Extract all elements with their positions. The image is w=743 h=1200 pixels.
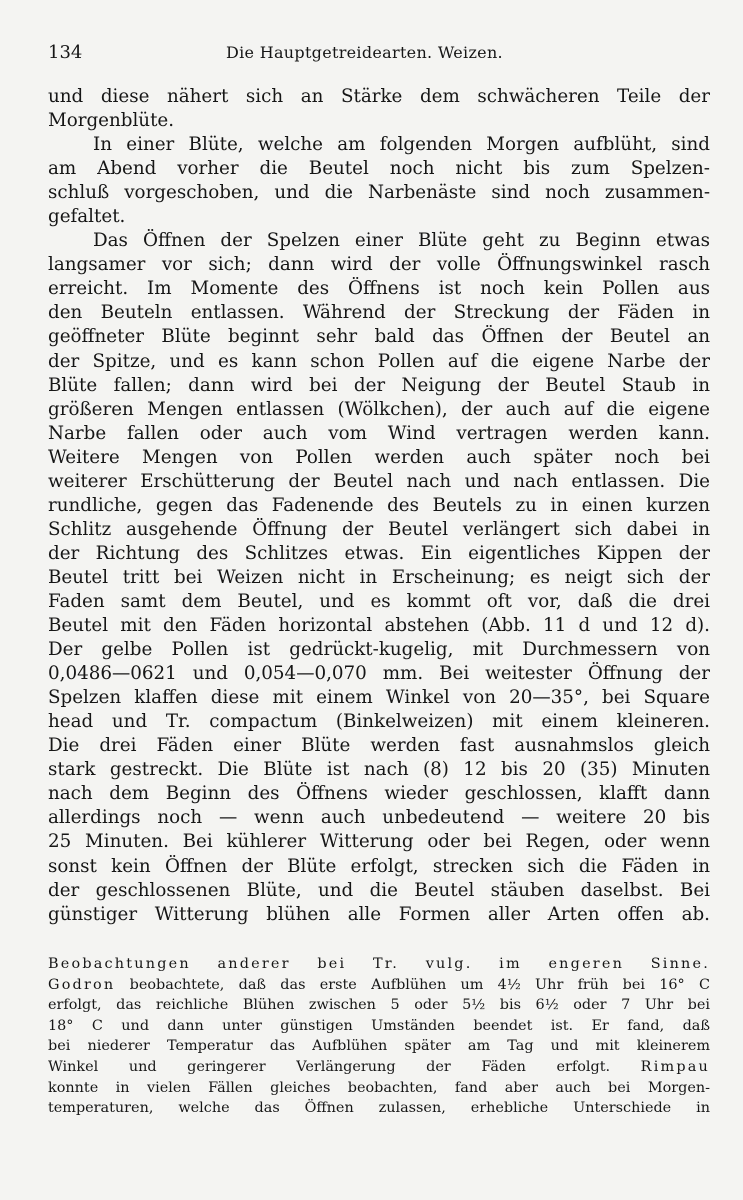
text-line: der Spitze, und es kann schon Pollen auf die eigene Narbe der: [48, 350, 710, 372]
text-line: Faden samt dem Beutel, und es kommt oft vor, daß die drei: [48, 590, 710, 612]
text-line: In einer Blüte, welche am folgenden Morgen aufblüht, sind: [93, 134, 710, 156]
text-line: geöffneter Blüte beginnt sehr bald das Öffnen der Beutel an: [48, 326, 710, 348]
text-line: den Beuteln entlassen. Während der Streckung der Fäden in: [48, 302, 710, 324]
text-line: Die drei Fäden einer Blüte werden fast ausnahmslos gleich: [48, 735, 710, 757]
text-line: Narbe fallen oder auch vom Wind vertragen werden kann.: [48, 422, 710, 444]
text-line: und diese nähert sich an Stärke dem schwächeren Teile der: [48, 86, 710, 107]
page-number: 134: [48, 42, 83, 63]
body-text: [48, 85, 710, 927]
footnote-line: temperaturen, welche das Öffnen zulassen, erhebliche Unterschiede in: [48, 1100, 710, 1117]
text-line: erreicht. Im Momente des Öffnens ist noch kein Pollen aus: [48, 278, 710, 300]
running-head: Die Hauptgetreidearten. Weizen.: [226, 43, 503, 62]
text-line: Beutel tritt bei Weizen nicht in Erscheinung; es neigt sich der: [48, 566, 710, 588]
text-line: Beutel mit den Fäden horizontal abstehen (Abb. 11 d und 12 d).: [48, 615, 710, 637]
text-line: head und Tr. compactum (Binkelweizen) mit einem kleineren.: [48, 711, 710, 733]
text-line: allerdings noch — wenn auch unbedeutend — weitere 20 bis: [48, 807, 710, 829]
text-line: weiterer Erschütterung der Beutel nach und nach entlassen. Die: [48, 470, 710, 492]
text-line: schluß vorgeschoben, und die Narbenäste sind noch zusammen-: [48, 182, 710, 204]
footnote-heading: Beobachtungen anderer bei Tr. vulg. im engeren Sinne.: [48, 956, 710, 972]
text-line: Das Öffnen der Spelzen einer Blüte geht zu Beginn etwas: [93, 230, 710, 252]
footnote: [48, 954, 710, 1119]
footnote-text: Winkel und geringerer Verlängerung der Fäden erfolgt.: [48, 1058, 611, 1075]
text-line: Spelzen klaffen diese mit einem Winkel von 20—35°, bei Square: [48, 687, 710, 709]
text-line: der geschlossenen Blüte, und die Beutel stäuben daselbst. Bei: [48, 879, 710, 901]
text-line: größeren Mengen entlassen (Wölkchen), der auch auf die eigene: [48, 398, 710, 420]
text-line: 0,0486—0621 und 0,054—0,070 mm. Bei weitester Öffnung der: [48, 663, 710, 685]
author-name: Rimpau: [640, 1058, 710, 1075]
footnote-line: erfolgt, das reichliche Blühen zwischen 5 oder 5½ bis 6½ oder 7 Uhr bei: [48, 997, 710, 1014]
text-line: stark gestreckt. Die Blüte ist nach (8) 12 bis 20 (35) Minuten: [48, 759, 710, 781]
footnote-line: [48, 1057, 710, 1078]
text-line: Morgenblüte.: [48, 110, 175, 132]
footnote-text: beobachtete, daß das erste Aufblühen um 4½ Uhr früh bei 16° C: [115, 976, 710, 993]
text-line: 25 Minuten. Bei kühlerer Witterung oder bei Regen, oder wenn: [48, 831, 710, 853]
text-line: am Abend vorher die Beutel noch nicht bis zum Spelzen-: [48, 158, 710, 180]
footnote-line: bei niederer Temperatur das Aufblühen später am Tag und mit kleinerem: [48, 1038, 710, 1055]
footnote-line: 18° C und dann unter günstigen Umständen beendet ist. Er fand, daß: [48, 1017, 710, 1034]
text-line: der Richtung des Schlitzes etwas. Ein eigentliches Kippen der: [48, 542, 710, 564]
footnote-line: konnte in vielen Fällen gleiches beobachten, fand aber auch bei Morgen-: [48, 1079, 710, 1096]
text-line: nach dem Beginn des Öffnens wieder geschlossen, klafft dann: [48, 783, 710, 805]
text-line: Der gelbe Pollen ist gedrückt-kugelig, mit Durchmessern von: [48, 639, 710, 661]
text-line: Weitere Mengen von Pollen werden auch später noch bei: [48, 446, 710, 468]
text-line: günstiger Witterung blühen alle Formen aller Arten offen ab.: [48, 903, 710, 925]
author-name: Godron: [48, 976, 116, 993]
text-line: rundliche, gegen das Fadenende des Beutels zu in einen kurzen: [48, 494, 710, 516]
text-line: Schlitz ausgehende Öffnung der Beutel verlängert sich dabei in: [48, 518, 710, 540]
text-line: Blüte fallen; dann wird bei der Neigung der Beutel Staub in: [48, 374, 710, 396]
page-header: [48, 40, 708, 66]
text-line: sonst kein Öffnen der Blüte erfolgt, strecken sich die Fäden in: [48, 855, 710, 877]
text-line: gefaltet.: [48, 206, 126, 228]
text-line: langsamer vor sich; dann wird der volle Öffnungswinkel rasch: [48, 254, 710, 276]
footnote-line: [48, 975, 710, 996]
